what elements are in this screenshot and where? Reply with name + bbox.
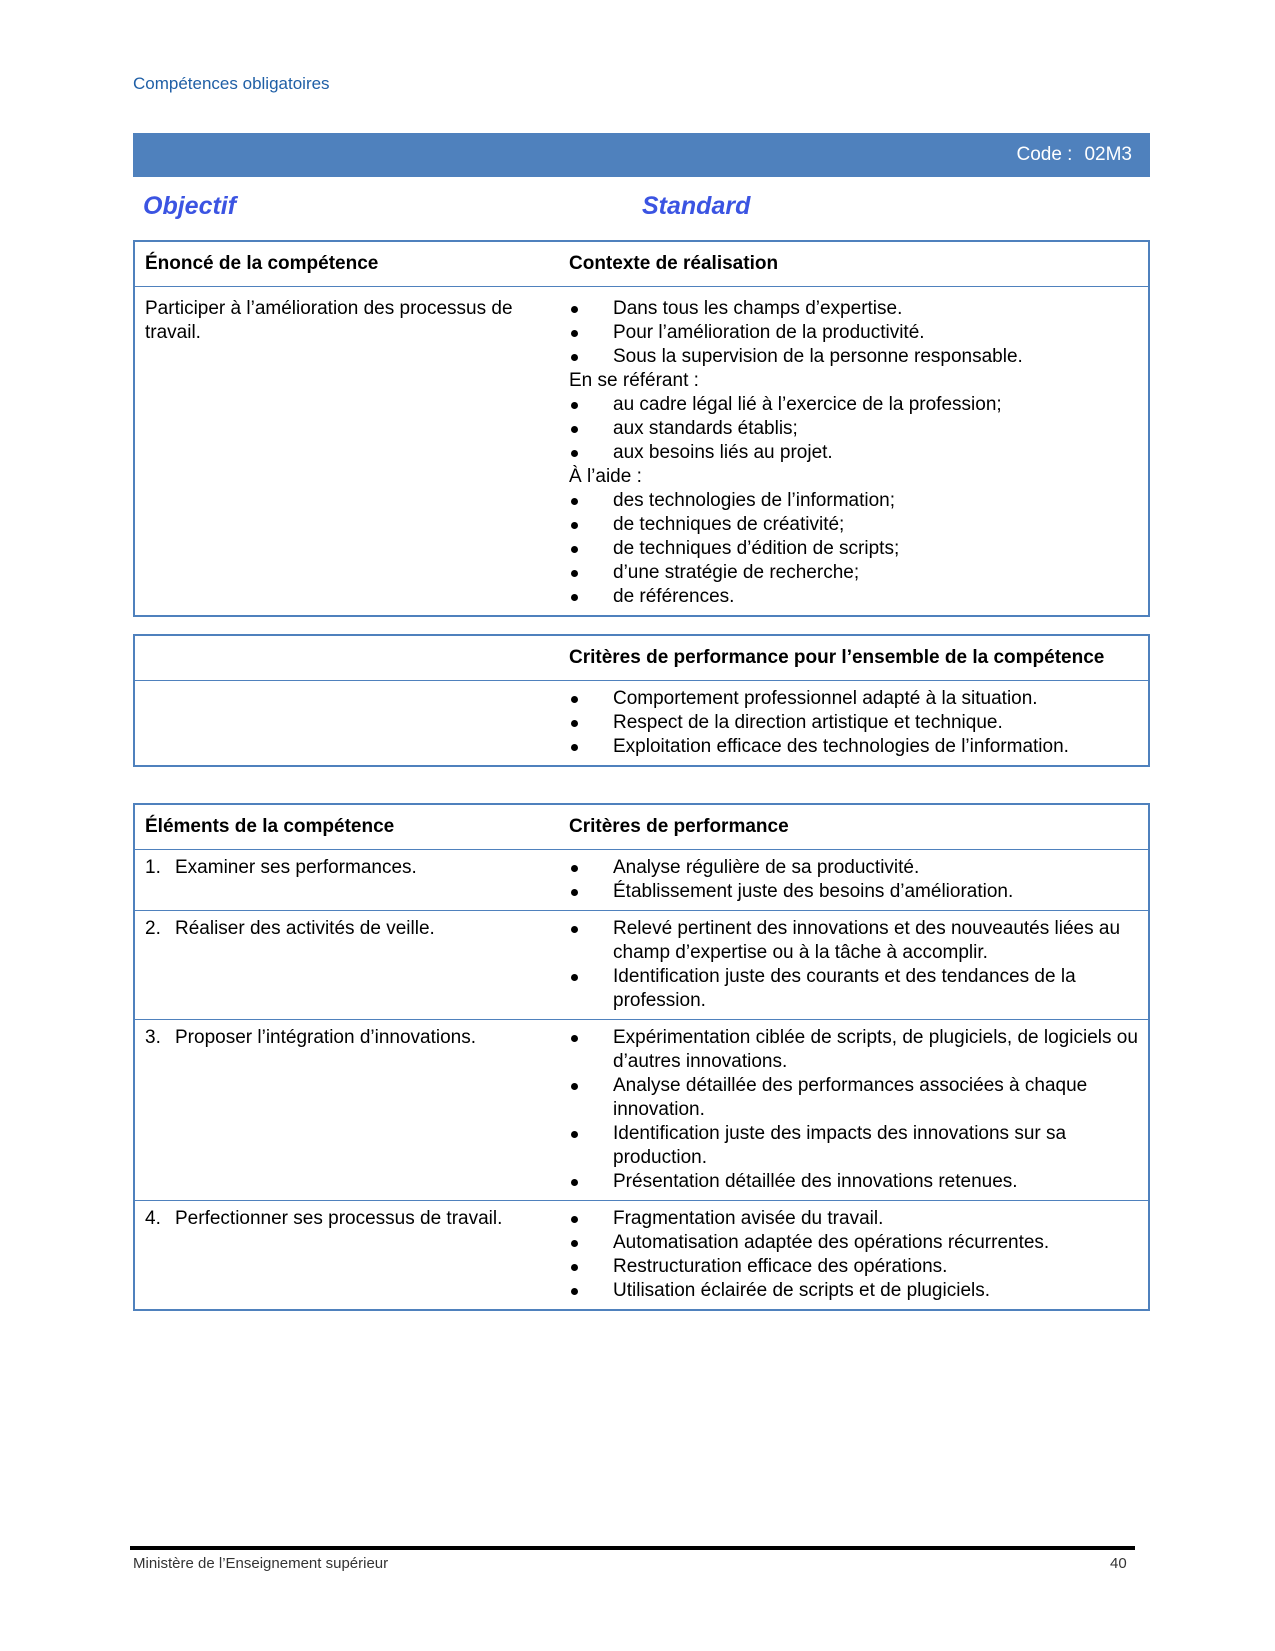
- criterion: Analyse régulière de sa productivité.: [569, 856, 1138, 880]
- elements-header: Éléments de la compétence: [134, 804, 559, 850]
- criterion: Identification juste des impacts des innovations sur sa production.: [569, 1122, 1138, 1170]
- code-label: Code :: [1016, 144, 1073, 165]
- footer-ministry: Ministère de l’Enseignement supérieur: [133, 1555, 389, 1572]
- aid-bullet: des technologies de l’information;: [569, 489, 1138, 513]
- criterion: Utilisation éclairée de scripts et de plugiciels.: [569, 1279, 1138, 1303]
- reference-bullet: au cadre légal lié à l’exercice de la profession;: [569, 393, 1138, 417]
- criterion: Automatisation adaptée des opérations récurrentes.: [569, 1231, 1138, 1255]
- context-header: Contexte de réalisation: [559, 241, 1149, 287]
- standard-heading: Standard: [642, 192, 751, 220]
- aid-bullet: de techniques de créativité;: [569, 513, 1138, 537]
- context-list: [559, 287, 1149, 617]
- element-item: 1. Examiner ses performances.: [145, 857, 417, 878]
- aid-bullet: de références.: [569, 585, 1138, 609]
- aid-bullet: d’une stratégie de recherche;: [569, 561, 1138, 585]
- overall-criteria-table: [133, 634, 1150, 767]
- reference-bullet: aux standards établis;: [569, 417, 1138, 441]
- footer-rule: [130, 1546, 1135, 1550]
- overall-criterion: Exploitation efficace des technologies de l’information.: [569, 735, 1138, 759]
- aid-bullet: de techniques d’édition de scripts;: [569, 537, 1138, 561]
- criterion: Identification juste des courants et des tendances de la profession.: [569, 965, 1138, 1013]
- criterion: Analyse détaillée des performances associées à chaque innovation.: [569, 1074, 1138, 1122]
- element-item: 4. Perfectionner ses processus de travail.: [145, 1208, 503, 1229]
- context-bullet: Sous la supervision de la personne responsable.: [569, 345, 1138, 369]
- reference-label: En se référant :: [569, 370, 699, 391]
- criteria-header: Critères de performance: [559, 804, 1149, 850]
- criterion: Expérimentation ciblée de scripts, de plugiciels, de logiciels ou d’autres innovations.: [569, 1026, 1138, 1074]
- aid-label: À l’aide :: [569, 466, 642, 487]
- criterion: Restructuration efficace des opérations.: [569, 1255, 1138, 1279]
- context-bullet: Dans tous les champs d’expertise.: [569, 297, 1138, 321]
- elements-table: [133, 803, 1150, 1311]
- reference-bullet: aux besoins liés au projet.: [569, 441, 1138, 465]
- criterion: Établissement juste des besoins d’amélioration.: [569, 880, 1138, 904]
- overall-criterion: Respect de la direction artistique et technique.: [569, 711, 1138, 735]
- overall-criteria-header: Critères de performance pour l’ensemble de la compétence: [559, 635, 1149, 681]
- element-item: 2. Réaliser des activités de veille.: [145, 918, 435, 939]
- code-value: 02M3: [1084, 144, 1132, 165]
- statement-header: Énoncé de la compétence: [134, 241, 559, 287]
- competence-statement: Participer à l’amélioration des processus de travail.: [145, 298, 513, 343]
- page-number: 40: [1110, 1555, 1127, 1572]
- objective-heading: Objectif: [143, 192, 237, 220]
- criterion: Fragmentation avisée du travail.: [569, 1207, 1138, 1231]
- competence-context-table: [133, 240, 1150, 617]
- context-bullet: Pour l’amélioration de la productivité.: [569, 321, 1138, 345]
- header-title: Compétences obligatoires: [133, 74, 330, 93]
- criterion: Présentation détaillée des innovations retenues.: [569, 1170, 1138, 1194]
- overall-criterion: Comportement professionnel adapté à la situation.: [569, 687, 1138, 711]
- element-item: 3. Proposer l’intégration d’innovations.: [145, 1027, 477, 1048]
- criterion: Relevé pertinent des innovations et des nouveautés liées au champ d’expertise ou à la tâche à accomplir.: [569, 917, 1138, 965]
- code-bar: [133, 133, 1150, 177]
